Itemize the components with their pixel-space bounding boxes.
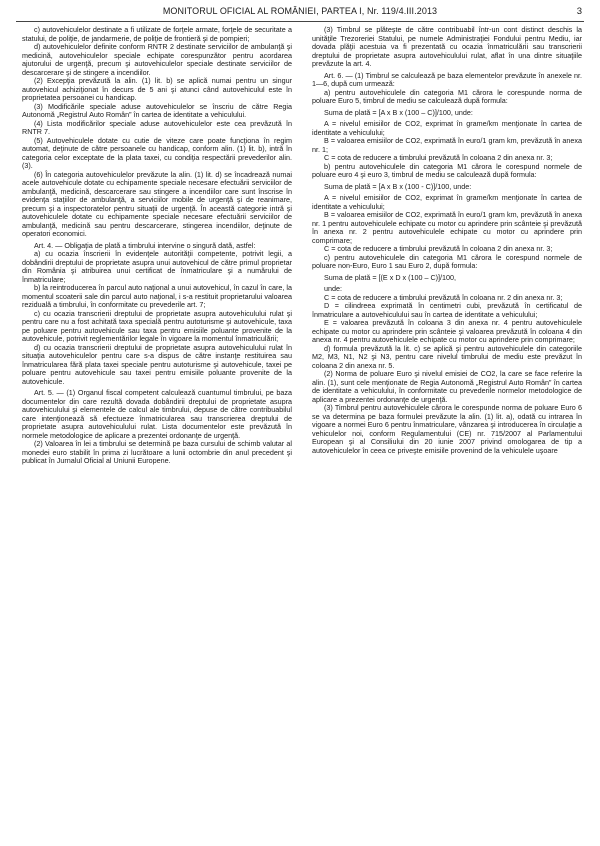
paragraph: A = nivelul emisiilor de CO2, exprimat în grame/km menţionate în cartea de identitate a vehiculului; <box>312 119 582 137</box>
paragraph: B = valoarea emisiilor de CO2, exprimată în euro/1 gram km, prevăzută în anexa nr. 1 pentru autovehiculele echipate cu motor cu aprindere prin scânteie şi prevăzută în anexa nr. 2 pentru autovehiculele echipate cu motor cu aprindere prin comprimare; <box>312 210 582 245</box>
paragraph: (2) Excepţia prevăzută la alin. (1) lit. b) se aplică numai pentru un singur autovehicul achiziţionat în decurs de 5 ani şi atunci când autovehiculul este în proprietatea persoanei cu handicap. <box>22 76 292 102</box>
paragraph: B = valoarea emisiilor de CO2, exprimată în euro/1 gram km, prevăzută în anexa nr. 1; <box>312 136 582 154</box>
paragraph: Suma de plată = [(E x D x (100 – C)]/100, <box>324 272 457 282</box>
paragraph: D = cilindreea exprimată în centimetri cubi, prevăzută în certificatul de înmatriculare a autovehiculului sau în cartea de identitate a vehiculului; <box>312 301 582 319</box>
paragraph: (5) Autovehiculele dotate cu cutie de viteze care poate funcţiona în regim automat, deţinute de către persoanele cu handicap, conform alin. (1) lit. b), intră în categoria celor exceptate de la plata taxei, cu condiţia respectării prevederilor alin. (3). <box>22 135 292 170</box>
paragraph: (3) Timbrul se plăteşte de către contribuabil într-un cont distinct deschis la unităţile Trezoreriei Statului, pe numele Administraţiei Fondului pentru Mediu, iar dovada plăţii acestuia va fi prezentată cu ocazia înmatriculării sau transcrierii dreptului de proprietate asupra autovehiculului rulat, aflat în una dintre situaţiile prevăzute la art. 4. <box>312 26 582 68</box>
paragraph: E = valoarea prevăzută în coloana 3 din anexa nr. 4 pentru autovehiculele echipate cu motor cu aprindere prin scânteie şi valoarea prevăzută în coloana 4 din anexa nr. 4 pentru autovehiculele echipate cu motor cu aprindere prin comprimare; <box>312 318 582 344</box>
paragraph: b) pentru autovehiculele din categoria M1 cărora le corespund normele de poluare euro 4 şi euro 3, timbrul de mediu se calculează după formula: <box>312 161 582 179</box>
paragraph: Art. 5. — (1) Organul fiscal competent calculează cuantumul timbrului, pe baza documentelor din care rezultă dovada dobândirii dreptului de proprietate asupra autovehiculului şi elementele de calcul ale timbrului, depuse de către contribuabilul care intenţionează să efectueze înmatricularea sau transcrierea dreptului de proprietate asupra autovehiculului rulat. Lista documentelor este prevăzută în normele metodologice de aplicare a prezentei ordonanţe de urgenţă. <box>22 388 292 440</box>
paragraph: c) autovehiculelor destinate a fi utilizate de forţele armate, forţele de securitate a statului, de poliţie, de jandarmerie, de poliţie de frontieră şi de pompieri; <box>22 26 292 43</box>
paragraph: (2) Valoarea în lei a timbrului se determină pe baza cursului de schimb valutar al monedei euro stabilit în prima zi lucrătoare a lunii octombrie din anul precedent şi publicat în Jurnalul Oficial al Uniunii Europene. <box>22 439 292 465</box>
paragraph: Suma de plată = [A x B x (100 - C)]/100, unde: <box>324 181 472 191</box>
paragraph: C = cota de reducere a timbrului prevăzută în coloana 2 din anexa nr. 3; <box>324 153 553 162</box>
paragraph: a) cu ocazia înscrierii în evidenţele autorităţii competente, potrivit legii, a dobândirii dreptului de proprietate asupra unui autovehicul de către primul proprietar din România şi atribuirea unui certificat de înmatriculare şi a numărului de înmatriculare; <box>22 249 292 284</box>
paragraph: a) pentru autovehiculele din categoria M1 cărora le corespunde norma de poluare Euro 5, timbrul de mediu se calculează după formula: <box>312 87 582 105</box>
right-column <box>312 26 582 840</box>
paragraph: (3) Timbrul pentru autovehiculele cărora le corespunde norma de poluare Euro 6 se va determina pe baza formulei prevăzute la alin. (1) lit. a), odată cu intrarea în vigoare a normei Euro 6 pentru înmatriculare, vânzarea şi introducerea în circulaţie a vehiculelor noi, conform Regulamentului (CE) nr. 715/2007 al Parlamentului European şi al Consiliului din 20 iunie 2007 privind omologarea de tip a autovehiculelor în ceea ce priveşte emisiile provenind de la vehiculele uşoare <box>312 403 582 455</box>
paragraph: d) autovehiculelor definite conform RNTR 2 destinate serviciilor de ambulanţă şi medicină, autovehiculelor speciale echipate corespunzător pentru acordarea ajutorului de urgenţă, precum şi autovehiculelor speciale destinate serviciilor de descarcerare şi de stingere a incendiilor. <box>22 42 292 77</box>
paragraph: Art. 4. — Obligaţia de plată a timbrului intervine o singură dată, astfel: <box>34 240 256 250</box>
left-column <box>22 26 292 840</box>
paragraph: (2) Norma de poluare Euro şi nivelul emisiei de CO2, la care se face referire la alin. (1), sunt cele menţionate de Regia Autonomă „Registrul Auto Român” în cartea de identitate a vehiculului, în conformitate cu prevederile normelor metodologice de aplicare a prezentei ordonanţe de urgenţă. <box>312 369 582 404</box>
header-rule <box>16 21 584 22</box>
paragraph: c) cu ocazia transcrierii dreptului de proprietate asupra autovehiculului rulat şi pentru care nu a fost achitată taxa specială pentru autoturisme şi autovehicule, taxa pe poluare pentru autovehicule sau taxa pentru emisiile poluante provenite de la autovehicule, potrivit reglementărilor legale în vigoare la momentul înmatriculării; <box>22 308 292 343</box>
paragraph: (6) În categoria autovehiculelor prevăzute la alin. (1) lit. d) se încadrează numai acele autovehicule dotate cu echipamente speciale necesare efectuării serviciilor de ambulanţă, medicină, descarcerare sau stingere a incendiilor care sunt înscrise în evidenţa staţiilor de ambulanţă, a serviciilor mobile de urgenţă şi de reanimare, precum şi a inspectoratelor pentru situaţii de urgenţă. În această categorie intră şi autovehiculele dotate cu echipamente speciale necesare efectuării serviciilor de ambulanţă, medicină sau pentru descarcerare, stingerea incendiilor, deţinute de operatori economici. <box>22 169 292 238</box>
paragraph: A = nivelul emisiilor de CO2, exprimat în grame/km menţionate în cartea de identitate a vehiculului; <box>312 193 582 211</box>
paragraph: unde: <box>324 284 342 293</box>
paragraph: C = cota de reducere a timbrului prevăzută în coloana nr. 2 din anexa nr. 3; <box>324 292 563 302</box>
page-number: 3 <box>576 6 582 17</box>
paragraph: b) la reintroducerea în parcul auto naţional a unui autovehicul, în cazul în care, la momentul scoaterii sale din parcul auto naţional, i s-a restituit proprietarului valoarea reziduală a timbrului, în conformitate cu prevederile art. 7; <box>22 283 292 309</box>
paragraph: (4) Lista modificărilor speciale aduse autovehiculelor este cea prevăzută în RNTR 7. <box>22 118 292 136</box>
paragraph: Suma de plată = [A x B x (100 – C)]/100, unde: <box>324 107 473 117</box>
paragraph: (3) Modificările speciale aduse autovehiculelor se înscriu de către Regia Autonomă „Registrul Auto Român” în cartea de identitate a vehiculului. <box>22 101 292 119</box>
paragraph: C = cota de reducere a timbrului prevăzută în coloana 2 din anexa nr. 3; <box>324 244 553 253</box>
paragraph: d) formula prevăzută la lit. c) se aplică şi pentru autovehiculele din categoriile M2, M3, N1, N2 şi N3, pentru care nivelul timbrului de mediu este prevăzut în coloana 2 din anexa nr. 5. <box>312 343 582 370</box>
page-header: MONITORUL OFICIAL AL ROMÂNIEI, PARTEA I, Nr. 119/4.III.2013 <box>162 6 438 16</box>
paragraph: Art. 6. — (1) Timbrul se calculează pe baza elementelor prevăzute în anexele nr. 1—6, după cum urmează: <box>312 70 582 88</box>
paragraph: c) pentru autovehiculele din categoria M1 cărora le corespund normele de poluare non-Euro, Euro 1 sau Euro 2, după formula: <box>312 252 582 270</box>
paragraph: d) cu ocazia transcrierii dreptului de proprietate asupra autovehiculului rulat în situaţia autovehiculelor pentru care s-a dispus de către instanţe restituirea sau înmatricularea fără plata taxei speciale pentru autoturisme şi autovehicule, taxei pe poluare pentru autovehicule sau taxei pentru emisiile poluante provenite de la autovehicule. <box>22 342 292 386</box>
